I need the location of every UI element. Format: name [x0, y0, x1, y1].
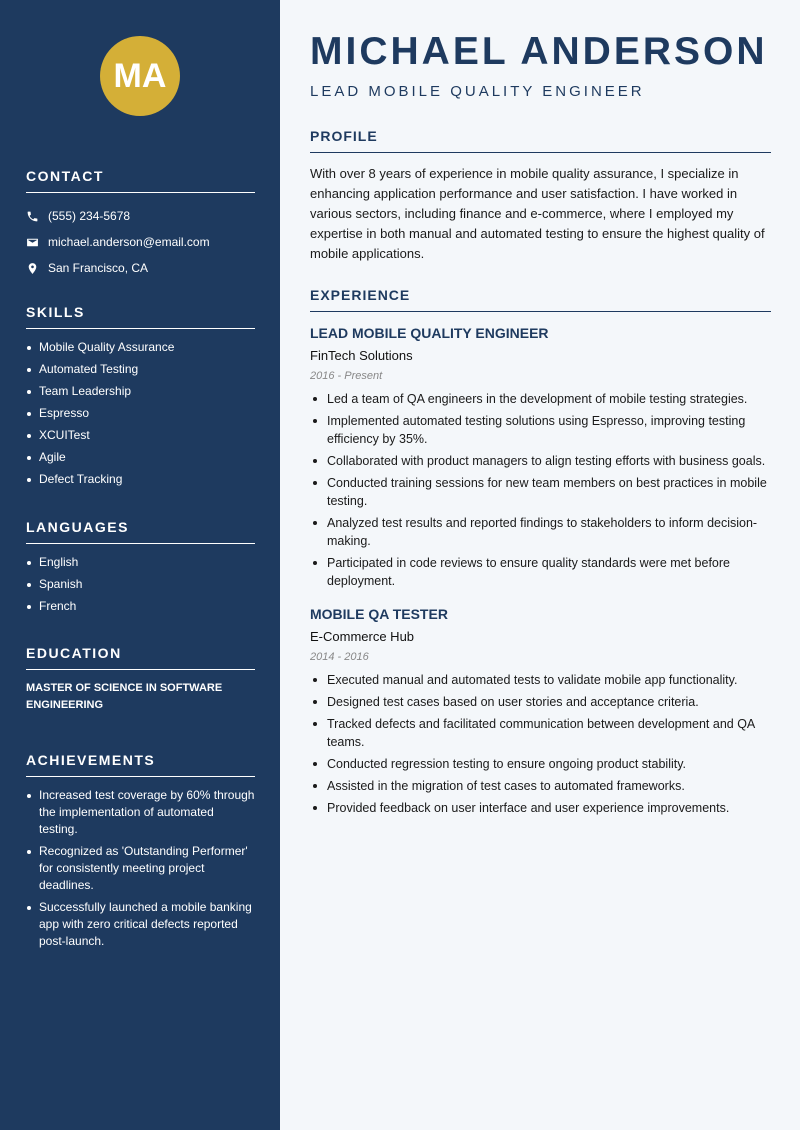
achievements-heading: ACHIEVEMENTS — [26, 752, 255, 777]
job-bullet: Executed manual and automated tests to validate mobile app functionality. — [310, 671, 771, 689]
profile-text: With over 8 years of experience in mobile quality assurance, I specialize in enhancing application performance and user satisfaction. I have worked in various sectors, including finance and e-commerce, where I employed my expertise in both manual and automated testing to ensure the highest quality of mobile applications. — [310, 166, 765, 261]
job-entry — [310, 606, 771, 817]
languages-heading: LANGUAGES — [26, 519, 255, 544]
language-item: English — [26, 554, 255, 571]
achievement-item: Increased test coverage by 60% through the implementation of automated testing. — [26, 787, 255, 838]
contact-heading: CONTACT — [26, 168, 255, 193]
job-bullet: Assisted in the migration of test cases to automated frameworks. — [310, 777, 771, 795]
education-section — [26, 645, 255, 714]
experience-section — [310, 287, 771, 821]
job-bullet: Tracked defects and facilitated communication between development and QA teams. — [310, 715, 771, 751]
job-company: FinTech Solutions — [310, 348, 413, 363]
job-entry — [310, 325, 771, 590]
contact-section — [26, 168, 255, 281]
location-text: San Francisco, CA — [48, 261, 149, 275]
achievements-list — [26, 787, 255, 950]
candidate-role: LEAD MOBILE QUALITY ENGINEER — [310, 83, 645, 100]
skill-item: Automated Testing — [26, 361, 255, 378]
phone-text[interactable]: (555) 234-5678 — [48, 209, 131, 223]
skills-list — [26, 339, 255, 488]
languages-list — [26, 554, 255, 615]
job-bullet: Provided feedback on user interface and user experience improvements. — [310, 799, 771, 817]
job-dates: 2014 - 2016 — [310, 651, 369, 663]
achievement-item: Successfully launched a mobile banking app with zero critical defects reported post-launch. — [26, 899, 255, 950]
job-bullet: Conducted regression testing to ensure ongoing product stability. — [310, 755, 771, 773]
job-dates: 2016 - Present — [310, 370, 383, 382]
job-bullet: Collaborated with product managers to align testing efforts with business goals. — [310, 452, 771, 470]
skills-section — [26, 304, 255, 493]
experience-heading: EXPERIENCE — [310, 287, 771, 312]
avatar — [100, 36, 180, 116]
sidebar — [0, 0, 280, 1130]
contact-phone — [26, 203, 255, 229]
job-company: E-Commerce Hub — [310, 629, 415, 644]
education-degree: MASTER OF SCIENCE IN SOFTWARE ENGINEERING — [26, 682, 223, 711]
job-title: MOBILE QA TESTER — [310, 606, 448, 622]
skill-item: Espresso — [26, 405, 255, 422]
avatar-initials: MA — [113, 56, 167, 95]
profile-heading: PROFILE — [310, 128, 771, 153]
job-bullet: Implemented automated testing solutions using Espresso, improving testing efficiency by 35%. — [310, 412, 771, 448]
achievements-section — [26, 752, 255, 955]
job-bullets — [310, 390, 771, 590]
job-title: LEAD MOBILE QUALITY ENGINEER — [310, 325, 549, 341]
job-bullet: Led a team of QA engineers in the development of mobile testing strategies. — [310, 390, 771, 408]
job-bullets — [310, 671, 771, 817]
contact-email — [26, 229, 255, 255]
achievement-item: Recognized as 'Outstanding Performer' for consistently meeting project deadlines. — [26, 843, 255, 894]
contact-list — [26, 203, 255, 281]
languages-section — [26, 519, 255, 620]
email-text[interactable]: michael.anderson@email.com — [48, 235, 210, 249]
job-bullet: Conducted training sessions for new team members on best practices in mobile testing. — [310, 474, 771, 510]
location-pin-icon — [26, 262, 39, 275]
candidate-name: MICHAEL ANDERSON — [310, 30, 768, 73]
skill-item: Mobile Quality Assurance — [26, 339, 255, 356]
email-icon — [26, 236, 39, 249]
skill-item: Team Leadership — [26, 383, 255, 400]
job-bullet: Participated in code reviews to ensure quality standards were met before deployment. — [310, 554, 771, 590]
job-bullet: Designed test cases based on user stories and acceptance criteria. — [310, 693, 771, 711]
profile-section — [310, 128, 771, 264]
language-item: Spanish — [26, 576, 255, 593]
skill-item: Defect Tracking — [26, 471, 255, 488]
job-bullet: Analyzed test results and reported findings to stakeholders to inform decision-making. — [310, 514, 771, 550]
phone-icon — [26, 210, 39, 223]
education-heading: EDUCATION — [26, 645, 255, 670]
skill-item: Agile — [26, 449, 255, 466]
skill-item: XCUITest — [26, 427, 255, 444]
skills-heading: SKILLS — [26, 304, 255, 329]
language-item: French — [26, 598, 255, 615]
contact-location — [26, 255, 255, 281]
